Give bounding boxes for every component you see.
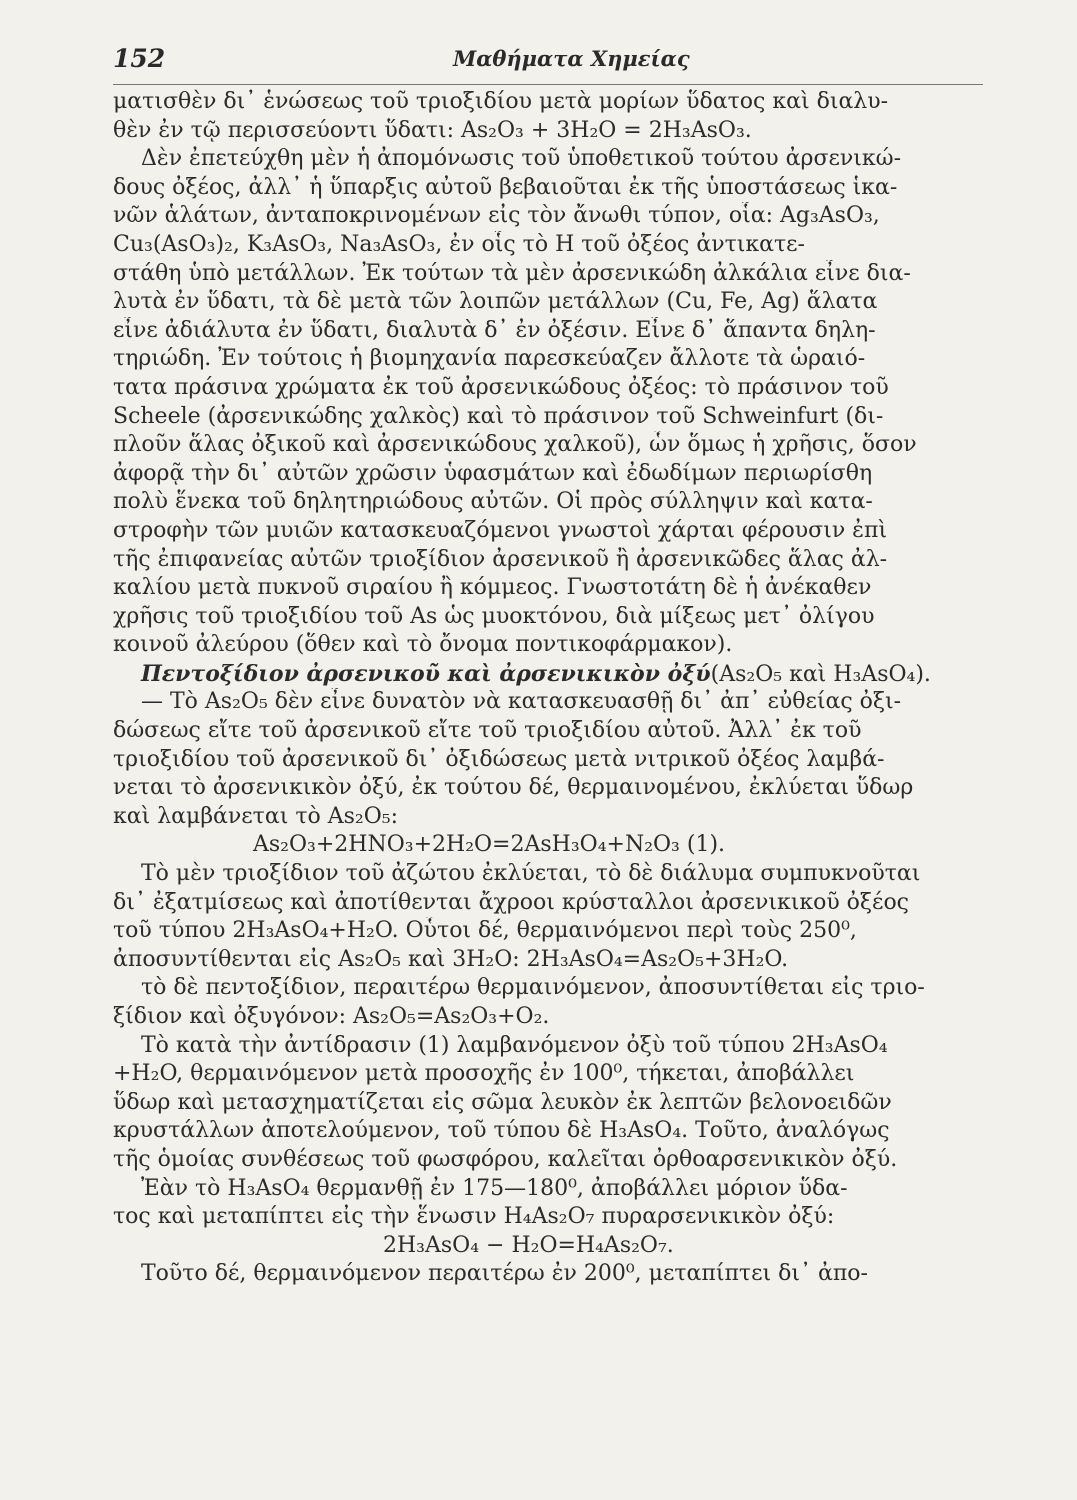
text-line: πολὺ ἕνεκα τοῦ δηλητηριώδους αὐτῶν. Οἱ πρὸς σύλληψιν καὶ κατα-: [113, 489, 873, 515]
text-line: ὕδωρ καὶ μετασχηματίζεται εἰς σῶμα λευκὸν ἐκ λεπτῶν βελονοειδῶν: [113, 1089, 892, 1115]
text-line: καλίου μετὰ πυκνοῦ σιραίου ἢ κόμμεος. Γνωστοτάτη δὲ ἡ ἀνέκαθεν: [113, 575, 872, 601]
text-line: δι᾽ ἐξατμίσεως καὶ ἀποτίθενται ἄχροοι κρύσταλλοι ἀρσενικικοῦ ὀξέος: [113, 889, 910, 915]
text-line: — Τὸ As₂O₅ δὲν εἶνε δυνατὸν νὰ κατασκευασθῇ δι᾽ ἀπ᾽ εὐθείας ὀξι-: [141, 689, 902, 715]
text-line: τατα πράσινα χρώματα ἐκ τοῦ ἀρσενικώδους ὀξέος: τὸ πράσινον τοῦ: [113, 374, 889, 400]
text-line: στροφὴν τῶν μυιῶν κατασκευαζόμενοι γνωστοὶ χάρται φέρουσιν ἐπὶ: [113, 517, 888, 543]
text-line: χρῆσις τοῦ τριοξιδίου τοῦ As ὡς μυοκτόνου, διὰ μίξεως μετ᾽ ὀλίγου: [113, 603, 875, 629]
text-line: ἀποσυντίθενται εἰς As₂O₅ καὶ 3H₂O: 2H₃AsO₄=As₂O₅+3H₂O.: [113, 946, 789, 972]
text-line: Ἐὰν τὸ H₃AsO₄ θερμανθῇ ἐν 175—180⁰, ἀποβάλλει μόριον ὕδα-: [141, 1175, 848, 1201]
text-line: τῆς ἐπιφανείας αὐτῶν τριοξίδιον ἀρσενικοῦ ἢ ἀρσενικῶδες ἅλας ἀλ-: [113, 546, 888, 572]
equation-1: As₂O₃+2HNO₃+2H₂O=2AsH₃O₄+N₂O₃ (1).: [253, 832, 726, 858]
text-line: λυτὰ ἐν ὕδατι, τὰ δὲ μετὰ τῶν λοιπῶν μετάλλων (Cu, Fe, Ag) ἅλατα: [113, 289, 878, 315]
text-line: τῆς ὁμοίας συνθέσεως τοῦ φωσφόρου, καλεῖται ὀρθοαρσενικικὸν ὀξύ.: [113, 1146, 898, 1172]
text-line: κρυστάλλων ἀποτελούμενον, τοῦ τύπου δὲ H₃AsO₄. Τοῦτο, ἀναλόγως: [113, 1118, 890, 1144]
text-line: Τὸ κατὰ τὴν ἀντίδρασιν (1) λαμβανόμενον ὀξὺ τοῦ τύπου 2H₃AsO₄: [141, 1032, 888, 1058]
text-line: +H₂O, θερμαινόμενον μετὰ προσοχῆς ἐν 100⁰, τήκεται, ἀποβάλλει: [113, 1061, 855, 1087]
header-rule: [113, 84, 983, 85]
text-line: νεται τὸ ἀρσενικικὸν ὀξύ, ἐκ τούτου δέ, θερμαινομένου, ἐκλύεται ὕδωρ: [113, 775, 914, 801]
text-line: Τοῦτο δέ, θερμαινόμενον περαιτέρω ἐν 200⁰, μεταπίπτει δι᾽ ἀπο-: [141, 1261, 868, 1287]
text-line: ξίδιον καὶ ὀξυγόνον: As₂O₅=As₂O₃+O₂.: [113, 1004, 550, 1029]
section-heading-line: [113, 660, 1013, 689]
section-heading: Πεντοξίδιον ἀρσενικοῦ καὶ ἀρσενικικὸν ὀξύ: [141, 660, 711, 687]
text-line: ἀφορᾷ τὴν δι᾽ αὐτῶν χρῶσιν ὑφασμάτων καὶ ἐδωδίμων περιωρίσθη: [113, 460, 873, 486]
page-header: [113, 38, 993, 78]
text-line: θὲν ἐν τῷ περισσεύοντι ὕδατι: As₂O₃ + 3H₂O = 2H₃AsO₃.: [113, 117, 752, 143]
text-line: κοινοῦ ἀλεύρου (ὅθεν καὶ τὸ ὄνομα ποντικοφάρμακον).: [113, 632, 733, 658]
text-line: στάθη ὑπὸ μετάλλων. Ἐκ τούτων τὰ μὲν ἀρσενικώδη ἀλκάλια εἶνε δια-: [113, 260, 911, 286]
text-line: εἶνε ἀδιάλυτα ἐν ὕδατι, διαλυτὰ δ᾽ ἐν ὀξέσιν. Εἶνε δ᾽ ἅπαντα δηλη-: [113, 317, 876, 343]
text-line: ματισθὲν δι᾽ ἑνώσεως τοῦ τριοξιδίου μετὰ μορίων ὕδατος καὶ διαλυ-: [113, 89, 889, 114]
text-line: τριοξιδίου τοῦ ἀρσενικοῦ δι᾽ ὀξιδώσεως μετὰ νιτρικοῦ ὀξέος λαμβά-: [113, 746, 885, 772]
equation-2: 2H₃AsO₄ − H₂O=H₄As₂O₇.: [383, 1232, 674, 1258]
page-number: 152: [113, 44, 166, 73]
text-line: Δὲν ἐπετεύχθη μὲν ἡ ἀπομόνωσις τοῦ ὑποθετικοῦ τούτου ἀρσενικώ-: [141, 146, 901, 172]
text-line: νῶν ἁλάτων, ἀνταποκρινομένων εἰς τὸν ἄνωθι τύπον, οἷα: Ag₃AsO₃,: [113, 203, 880, 229]
running-title: Μαθήματα Χημείας: [453, 46, 690, 71]
text-line: Scheele (ἀρσενικώδης χαλκὸς) καὶ τὸ πράσινον τοῦ Schweinfurt (δι-: [113, 403, 884, 429]
text-line: Τὸ μὲν τριοξίδιον τοῦ ἀζώτου ἐκλύεται, τὸ δὲ διάλυμα συμπυκνοῦται: [141, 861, 921, 887]
text-line: Cu₃(AsO₃)₂, K₃AsO₃, Na₃AsO₃, ἐν οἷς τὸ H τοῦ ὀξέος ἀντικατε-: [113, 231, 805, 257]
body-text: [113, 88, 1013, 1289]
text-line: δώσεως εἴτε τοῦ ἀρσενικοῦ εἴτε τοῦ τριοξιδίου αὐτοῦ. Ἀλλ᾽ ἐκ τοῦ: [113, 718, 862, 744]
text-line: τὸ δὲ πεντοξίδιον, περαιτέρω θερμαινόμενον, ἀποσυντίθεται εἰς τριο-: [141, 975, 925, 1001]
text-line: δους ὀξέος, ἀλλ᾽ ἡ ὕπαρξις αὐτοῦ βεβαιοῦται ἐκ τῆς ὑποστάσεως ἱκα-: [113, 174, 898, 200]
text-line: τος καὶ μεταπίπτει εἰς τὴν ἕνωσιν H₄As₂O₇ πυραρσενικικὸν ὀξύ:: [113, 1204, 835, 1230]
text-line: τηριώδη. Ἐν τούτοις ἡ βιομηχανία παρεσκεύαζεν ἄλλοτε τὰ ὡραιό-: [113, 346, 866, 372]
text-line: τοῦ τύπου 2H₃AsO₄+H₂O. Οὗτοι δέ, θερμαινόμενοι περὶ τοὺς 250⁰,: [113, 918, 857, 944]
section-heading-formula: (As₂O₅ καὶ H₃AsO₄).: [710, 661, 931, 687]
text-line: πλοῦν ἅλας ὀξικοῦ καὶ ἀρσενικώδους χαλκοῦ), ὧν ὅμως ἡ χρῆσις, ὅσον: [113, 432, 917, 458]
text-line: καὶ λαμβάνεται τὸ As₂O₅:: [113, 803, 398, 829]
